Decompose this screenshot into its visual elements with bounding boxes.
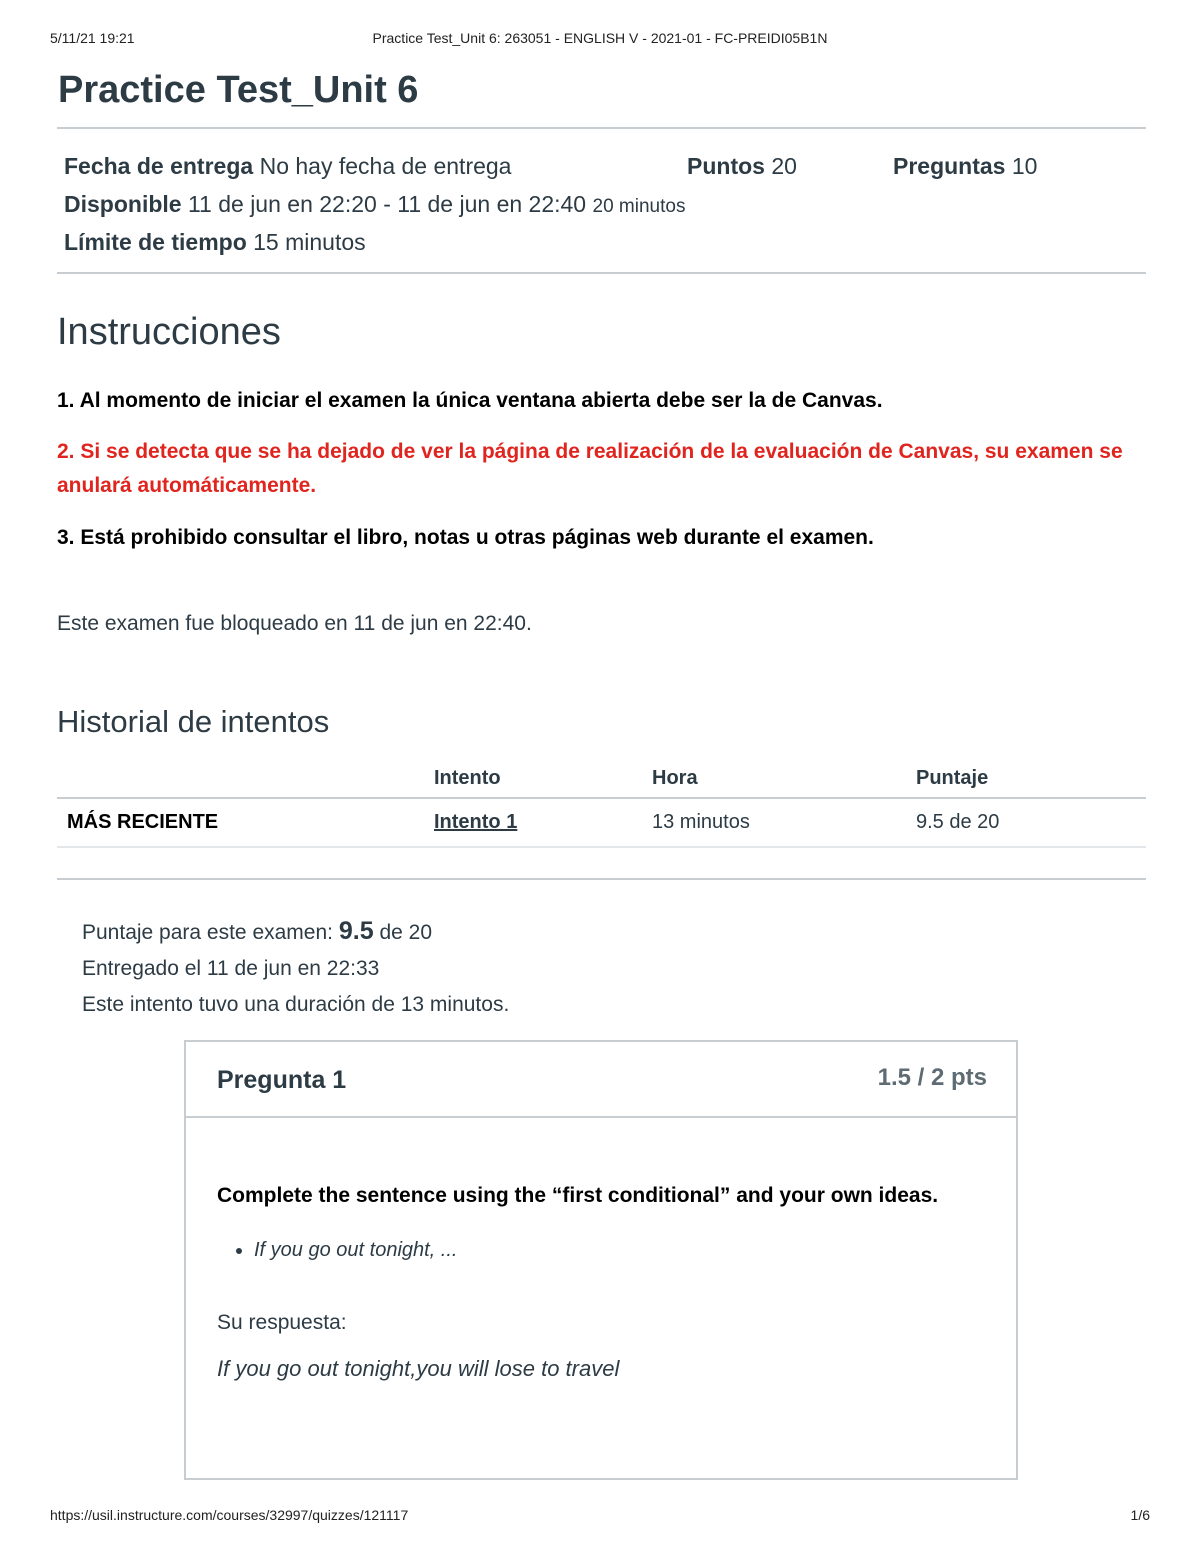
questions-info: [893, 147, 1037, 185]
print-document-title: Practice Test_Unit 6: 263051 - ENGLISH V - 2021-01 - FC-PREIDI05B1N: [372, 30, 828, 46]
attempt-cell: [434, 798, 652, 847]
attempt-history-title: Historial de intentos: [57, 704, 330, 739]
answer-text: If you go out tonight,you will lose to travel: [217, 1356, 620, 1381]
available-label: Disponible: [64, 191, 182, 217]
question-text: Complete the sentence using the “first conditional” and your own ideas.: [217, 1184, 939, 1207]
question-body: [186, 1118, 1016, 1382]
points-label: Puntos: [687, 153, 765, 179]
due-value: No hay fecha de entrega: [259, 153, 512, 179]
available-duration: 20 minutos: [592, 196, 686, 217]
attempt-link[interactable]: Intento 1: [434, 811, 518, 833]
submitted-line: Entregado el 11 de jun en 22:33: [82, 957, 380, 980]
question-name: Pregunta 1: [217, 1066, 347, 1094]
instruction-item: 1. Al momento de iniciar el examen la única ventana abierta debe ser la de Canvas.: [57, 389, 883, 412]
column-header-time: Hora: [652, 762, 916, 798]
question-bullet: • If you go out tonight, ...: [254, 1235, 985, 1265]
question-bullet-list: [254, 1235, 985, 1265]
table-row: [57, 798, 1146, 847]
print-date: 5/11/21 19:21: [50, 30, 135, 46]
details-row-available: [64, 185, 1146, 223]
instruction-item-warning: 2. Si se detecta que se ha dejado de ver la página de realización de la evaluación de Canvas, su examen se anulará automáticamente.: [57, 440, 1123, 497]
divider: [57, 272, 1146, 274]
table-header-row: [57, 762, 1146, 798]
attempt-history-table: [57, 762, 1146, 848]
time-limit-value: 15 minutos: [253, 229, 366, 255]
quiz-content: [57, 66, 1146, 1023]
points-value: 20: [771, 153, 797, 179]
answer-label: Su respuesta:: [217, 1311, 347, 1334]
column-header-score: Puntaje: [916, 762, 1146, 798]
divider: [57, 878, 1146, 880]
page-number: 1/6: [1130, 1507, 1150, 1523]
most-recent-label: MÁS RECIENTE: [57, 798, 434, 847]
instructions-title: Instrucciones: [57, 311, 281, 353]
points-info: [687, 147, 797, 185]
time-cell: 13 minutos: [652, 798, 916, 847]
score-suffix: de 20: [379, 921, 433, 944]
column-header-attempt: Intento: [434, 762, 652, 798]
column-header: [57, 762, 434, 798]
duration-line: Este intento tuvo una duración de 13 minutos.: [82, 993, 510, 1016]
score-cell: 9.5 de 20: [916, 798, 1146, 847]
time-limit-label: Límite de tiempo: [64, 229, 247, 255]
question-points: 1.5 / 2 pts: [877, 1064, 987, 1091]
due-label: Fecha de entrega: [64, 153, 254, 179]
score-line: [82, 913, 1146, 951]
details-row-due: [64, 147, 1146, 185]
quiz-title: Practice Test_Unit 6: [58, 69, 419, 111]
score-value: 9.5: [338, 917, 374, 945]
quiz-details: [57, 129, 1146, 272]
questions-label: Preguntas: [893, 153, 1006, 179]
score-prefix: Puntaje para este examen:: [82, 921, 333, 944]
available-value: 11 de jun en 22:20 - 11 de jun en 22:40: [187, 191, 587, 217]
locked-note: Este examen fue bloqueado en 11 de jun en 22:40.: [57, 612, 532, 635]
question-card: [184, 1040, 1018, 1480]
attempt-summary: [82, 913, 1146, 1023]
question-header: [186, 1042, 1016, 1118]
questions-value: 10: [1011, 153, 1038, 179]
instruction-item: 3. Está prohibido consultar el libro, notas u otras páginas web durante el examen.: [57, 526, 874, 549]
details-row-time-limit: [64, 223, 1146, 261]
page-url: https://usil.instructure.com/courses/32997/quizzes/121117: [50, 1507, 409, 1523]
